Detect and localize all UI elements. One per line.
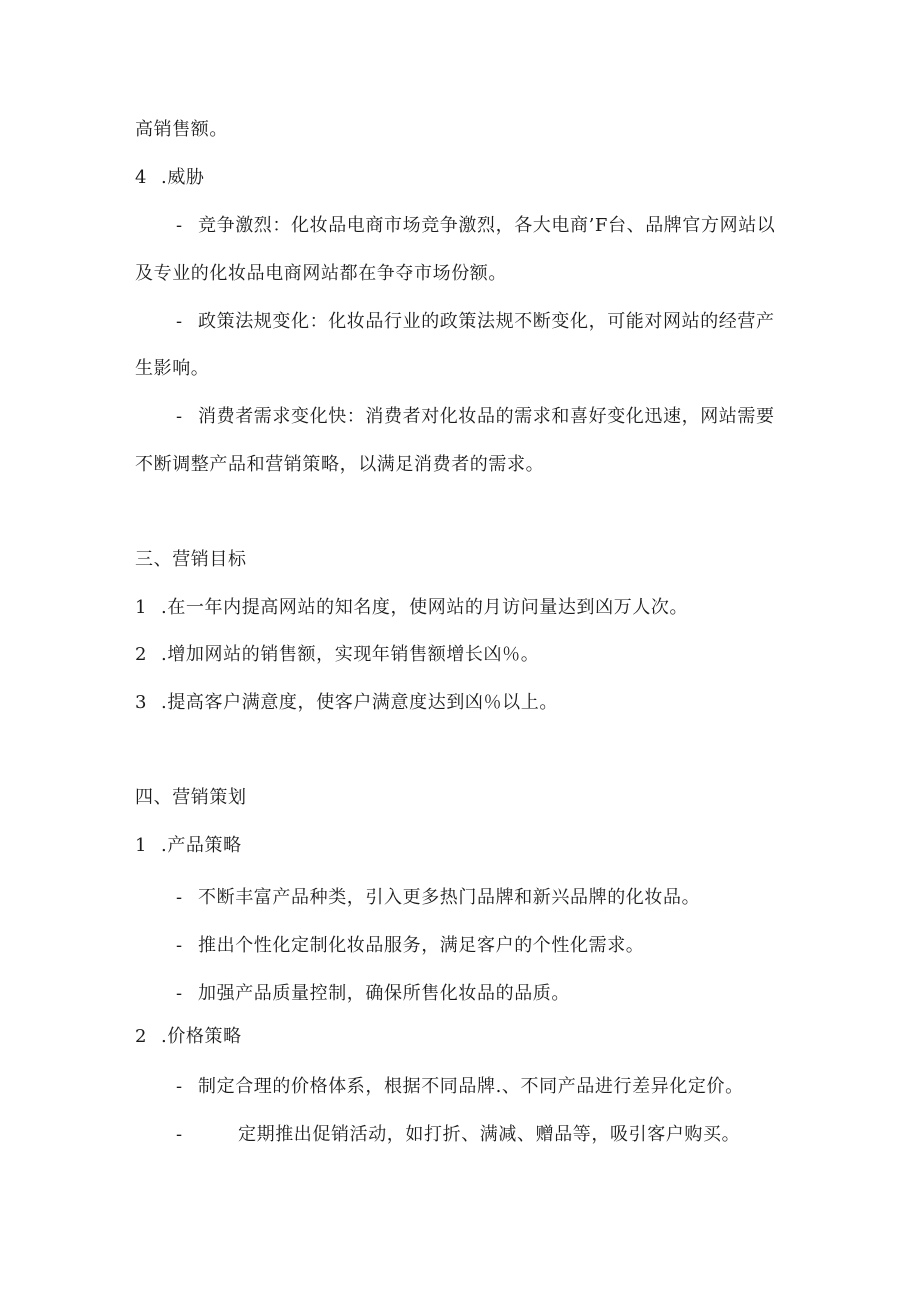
price-item — [176, 1123, 740, 1147]
subheading-price-strategy — [135, 1025, 242, 1049]
price-item — [176, 1075, 744, 1099]
threat-item-consumer-cont: 不断调整产品和营销策略，以满足消费者的需求。 — [135, 454, 545, 475]
heading-threats — [135, 166, 205, 190]
threat-item-consumer — [176, 405, 775, 429]
bullet-dash: - — [176, 311, 183, 332]
item-text: 制定合理的价格体系，根据不同品牌.、不同产品进行差异化定价。 — [198, 1076, 744, 1097]
product-item — [176, 982, 570, 1006]
goal-item — [135, 691, 558, 715]
list-number: 1 — [135, 597, 148, 618]
list-number: 2 — [135, 1026, 148, 1047]
bullet-dash: - — [176, 935, 183, 956]
threat-item-regulation-cont: 生影响。 — [135, 358, 210, 379]
item-text: 加强产品质量控制，确保所售化妆品的品质。 — [198, 983, 570, 1004]
bullet-dash: - — [176, 887, 183, 908]
item-text: 定期推出促销活动，如打折、满减、赠品等，吸引客户购买。 — [238, 1124, 741, 1145]
item-text: 竞争激烈：化妆品电商市场竞争激烈，各大电商’F台、品牌官方网站以 — [198, 215, 776, 236]
goal-item — [135, 643, 539, 667]
product-item — [176, 886, 700, 910]
product-item — [176, 934, 644, 958]
list-number: 2 — [135, 644, 148, 665]
list-number: 4 — [135, 167, 148, 188]
section-heading-marketing-plan: 四、营销策划 — [135, 787, 247, 808]
paragraph-continuation: 高销售额。 — [135, 119, 228, 140]
item-text: 推出个性化定制化妆品服务，满足客户的个性化需求。 — [198, 935, 645, 956]
bullet-dash: - — [176, 1076, 183, 1097]
goal-item — [135, 596, 688, 620]
threat-item-competition-cont: 及专业的化妆品电商网站都在争夺市场份额。 — [135, 263, 507, 284]
bullet-dash: - — [176, 1124, 183, 1145]
item-text: .提高客户满意度，使客户满意度达到凶％以上。 — [161, 692, 558, 713]
item-text: 政策法规变化：化妆品行业的政策法规不断变化，可能对网站的经营产 — [198, 311, 775, 332]
item-text: 消费者需求变化快：消费者对化妆品的需求和喜好变化迅速，网站需要 — [198, 406, 775, 427]
item-text: .增加网站的销售额，实现年销售额增长凶％。 — [161, 644, 540, 665]
threat-item-competition — [176, 214, 775, 238]
heading-text: .价格策略 — [161, 1026, 242, 1047]
subheading-product-strategy — [135, 834, 242, 858]
heading-text: .产品策略 — [161, 835, 242, 856]
section-heading-marketing-goals: 三、营销目标 — [135, 549, 247, 570]
list-number: 3 — [135, 692, 148, 713]
bullet-dash: - — [176, 983, 183, 1004]
bullet-dash: - — [176, 215, 183, 236]
threat-item-regulation — [176, 310, 775, 334]
list-number: 1 — [135, 835, 148, 856]
item-text: 不断丰富产品种类，引入更多热门品牌和新兴品牌的化妆品。 — [198, 887, 701, 908]
item-text: .在一年内提高网站的知名度，使网站的月访问量达到凶万人次。 — [161, 597, 689, 618]
heading-text: .威胁 — [161, 167, 205, 188]
bullet-dash: - — [176, 406, 183, 427]
